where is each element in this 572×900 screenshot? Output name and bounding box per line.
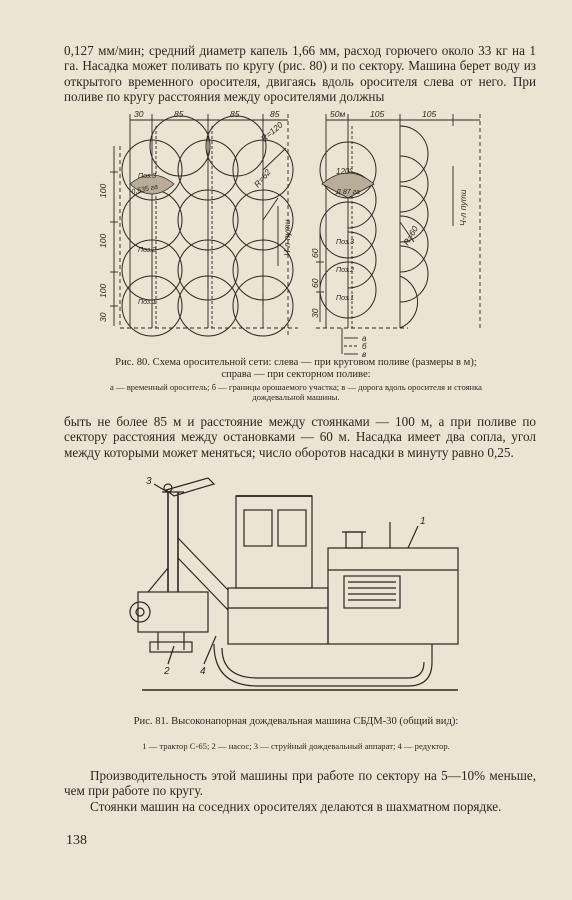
callout-3: 3 bbox=[146, 476, 152, 487]
paragraph-spacing: быть не более 85 м и расстояние между стоянками — 100 м, а при поливе по сектору расстояния между остановками — 60 м. Насадка имеет два сопла, угол между которыми может меняться; число оборотов насадки в минуту равно 0,25. bbox=[64, 414, 536, 460]
direction-label-right: Ч-л пути bbox=[458, 189, 468, 226]
legend-key-a: а bbox=[362, 334, 367, 343]
dim-top-left-4: 85 bbox=[270, 109, 280, 119]
page-number: 138 bbox=[66, 833, 87, 848]
dim-side-right-1: 60 bbox=[310, 248, 320, 258]
paragraph-productivity: Производительность этой машины при работе по сектору на 5—10% меньше, чем при работе по кругу. bbox=[64, 768, 536, 799]
dim-top-left-2: 85 bbox=[174, 109, 184, 119]
callout-2: 2 bbox=[164, 666, 170, 677]
pos-label-left-3: Поз.3 bbox=[138, 173, 156, 180]
pos-label-right-2: Поз.2 bbox=[336, 267, 354, 274]
pos-label-right-1: Поз.1 bbox=[336, 295, 354, 302]
legend-key-b: б bbox=[362, 342, 367, 351]
figure-80-caption: Рис. 80. Схема оросительной сети: слева — при круговом поливе (размеры в м); справа — при секторном поливе: bbox=[115, 357, 477, 381]
dim-top-right-3: 105 bbox=[422, 109, 437, 119]
paragraph-intro: 0,127 мм/мин; средний диаметр капель 1,66 мм, расход горючего около 33 кг на 1 га. Насадка может поливать по кругу (рис. 80) и по сектору. Машина берет воду из открытого временного оросителя, двигаясь вдоль оросителя слева от него. При поливе по кругу расстояния между оросителями должны bbox=[64, 43, 536, 105]
pos-label-left-1: Поз.1 bbox=[138, 299, 156, 306]
pos-label-right-3: Поз.3 bbox=[336, 239, 354, 246]
callout-4: 4 bbox=[200, 666, 206, 677]
figure-81-machine-drawing bbox=[118, 478, 470, 700]
area-label-left: 0,535 га bbox=[130, 183, 159, 196]
dim-side-left-2: 100 bbox=[98, 233, 108, 248]
figure-81-legend: 1 — трактор С-65; 2 — насос; 3 — струйный дождевальный аппарат; 4 — редуктор. bbox=[142, 741, 450, 751]
dim-top-right-2: 105 bbox=[370, 109, 385, 119]
callout-1: 1 bbox=[420, 516, 426, 527]
radius-label-left: R=120 bbox=[258, 119, 285, 144]
area-label-right: Д 87 га bbox=[336, 189, 360, 196]
dim-side-left-1: 100 bbox=[98, 183, 108, 198]
dim-top-right-1: 50м bbox=[330, 109, 346, 119]
dim-side-left-3: 100 bbox=[98, 283, 108, 298]
legend-key-v: в bbox=[362, 350, 367, 359]
figure-80-diagram bbox=[98, 106, 488, 360]
dim-top-left-3: 85 bbox=[230, 109, 240, 119]
radius-label-right: R=60 bbox=[401, 224, 421, 247]
dim-side-left-4: 30 bbox=[98, 312, 108, 322]
dim-side-right-3: 30 bbox=[310, 308, 320, 318]
figure-81-caption: Рис. 81. Высоконапорная дождевальная машина СБДМ-30 (общий вид): bbox=[133, 716, 459, 727]
dim-side-right-2: 60 bbox=[310, 278, 320, 288]
figure-80-legend: а — временный ороситель; б — границы орошаемого участка; в — дорога вдоль оросителя и стоянка дождевальной машины. bbox=[109, 382, 482, 402]
radius2-label-left: R=62 bbox=[251, 167, 273, 190]
dim-top-left-1: 30 bbox=[134, 109, 144, 119]
direction-label-left: Ч-л пути bbox=[282, 219, 292, 256]
pos-label-left-2: Поз.2 bbox=[138, 247, 156, 254]
paragraph-stands: Стоянки машин на соседних оросителях делаются в шахматном порядке. bbox=[90, 799, 502, 814]
angle-label-right: 120° bbox=[336, 167, 353, 176]
